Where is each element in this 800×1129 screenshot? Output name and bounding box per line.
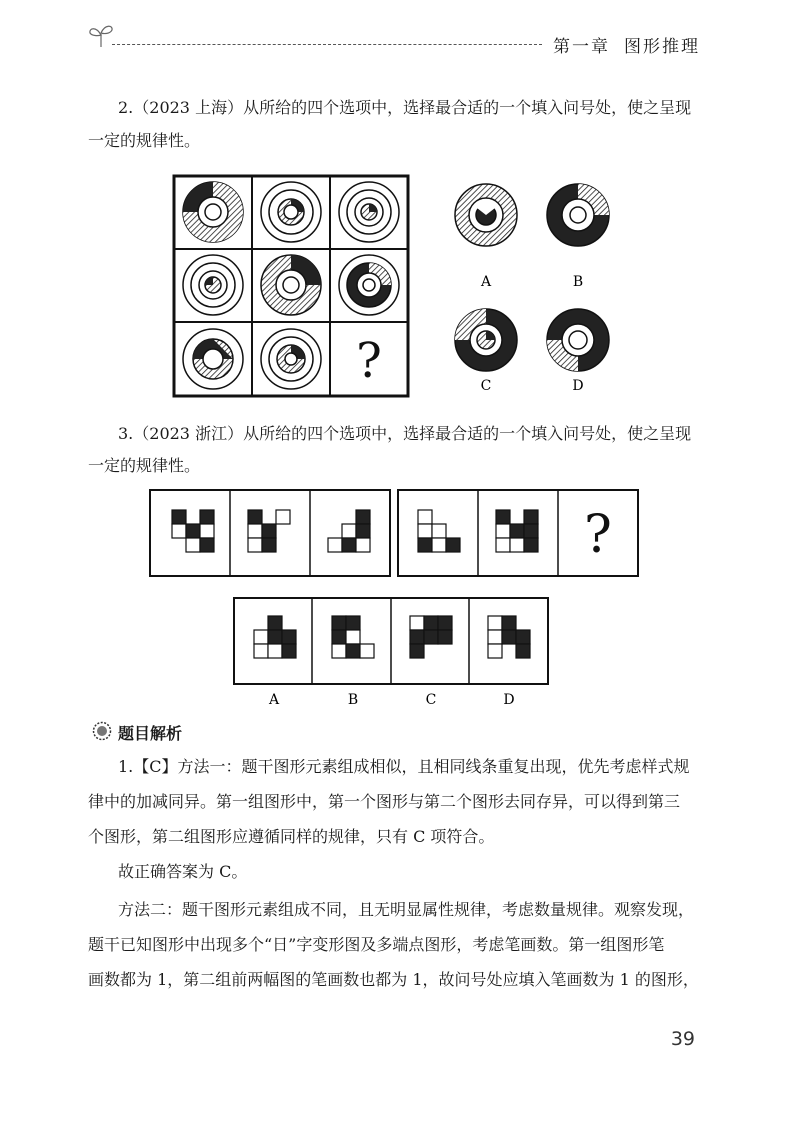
q3-figure-row [144, 486, 644, 582]
q2-stem-line1: 2.（2023 上海）从所给的四个选项中，选择最合适的一个填入问号处，使之呈现 [118, 98, 692, 117]
header-rule [112, 44, 542, 45]
q2-option-b-figure [547, 184, 609, 246]
header-title: 图形推理 [624, 37, 700, 57]
header-chapter: 第一章 [553, 37, 610, 57]
q2-cell-8 [261, 329, 321, 389]
q2-option-c-figure [455, 309, 517, 371]
analysis-p1-line2: 律中的加减同异。第一组图形中，第一个图形与第二个图形去同存异，可以得到第三 [88, 792, 681, 811]
q2-option-d-figure [547, 309, 609, 371]
analysis-p1-line1: 1.【C】方法一：题干图形元素组成相似，且相同线条重复出现，优先考虑样式规 [118, 757, 690, 776]
analysis-p1-line3: 个图形，第二组图形应遵循同样的规律，只有 C 项符合。 [88, 827, 495, 846]
q3-option-b-label: B [347, 692, 359, 708]
analysis-title: 题目解析 [118, 724, 183, 743]
q2-option-a-figure [455, 184, 517, 246]
q2-stem-line2: 一定的规律性。 [88, 131, 201, 150]
running-header [553, 32, 700, 57]
q3-option-a-label: A [268, 692, 280, 708]
analysis-p3-line3: 画数都为 1，第二组前两幅图的笔画数也都为 1，故问号处应填入笔画数为 1 的图形， [88, 970, 699, 989]
q2-option-c-label: C [480, 378, 492, 394]
q2-option-a-label: A [480, 274, 492, 290]
q3-stem-line2: 一定的规律性。 [88, 456, 201, 475]
q3-option-d-label: D [503, 692, 515, 708]
q2-cell-4 [183, 255, 243, 315]
q2-cell-5 [261, 255, 321, 315]
q2-figure-area [168, 170, 638, 402]
q2-question-mark: ? [356, 333, 382, 389]
q2-cell-3 [339, 182, 399, 242]
analysis-p2: 故正确答案为 C。 [118, 862, 248, 881]
q3-question-mark: ? [584, 505, 612, 565]
q2-cell-7 [183, 329, 243, 389]
q2-cell-2 [261, 182, 321, 242]
q3-options-row [228, 594, 558, 714]
analysis-badge-icon [92, 721, 112, 745]
analysis-p3-line1: 方法二：题干图形元素组成不同，且无明显属性规律，考虑数量规律。观察发现， [118, 900, 695, 919]
q3-stem-line1: 3.（2023 浙江）从所给的四个选项中，选择最合适的一个填入问号处，使之呈现 [118, 424, 692, 443]
analysis-p3-line2: 题干已知图形中出现多个“日”字变形图及多端点图形，考虑笔画数。第一组图形笔 [88, 935, 665, 954]
q2-option-b-label: B [572, 274, 584, 290]
q3-option-c-label: C [425, 692, 437, 708]
q2-cell-1 [183, 182, 243, 242]
q2-cell-6 [339, 255, 399, 315]
sprout-icon [86, 22, 116, 52]
page-number: 39 [670, 1028, 695, 1050]
q2-option-d-label: D [572, 378, 584, 394]
